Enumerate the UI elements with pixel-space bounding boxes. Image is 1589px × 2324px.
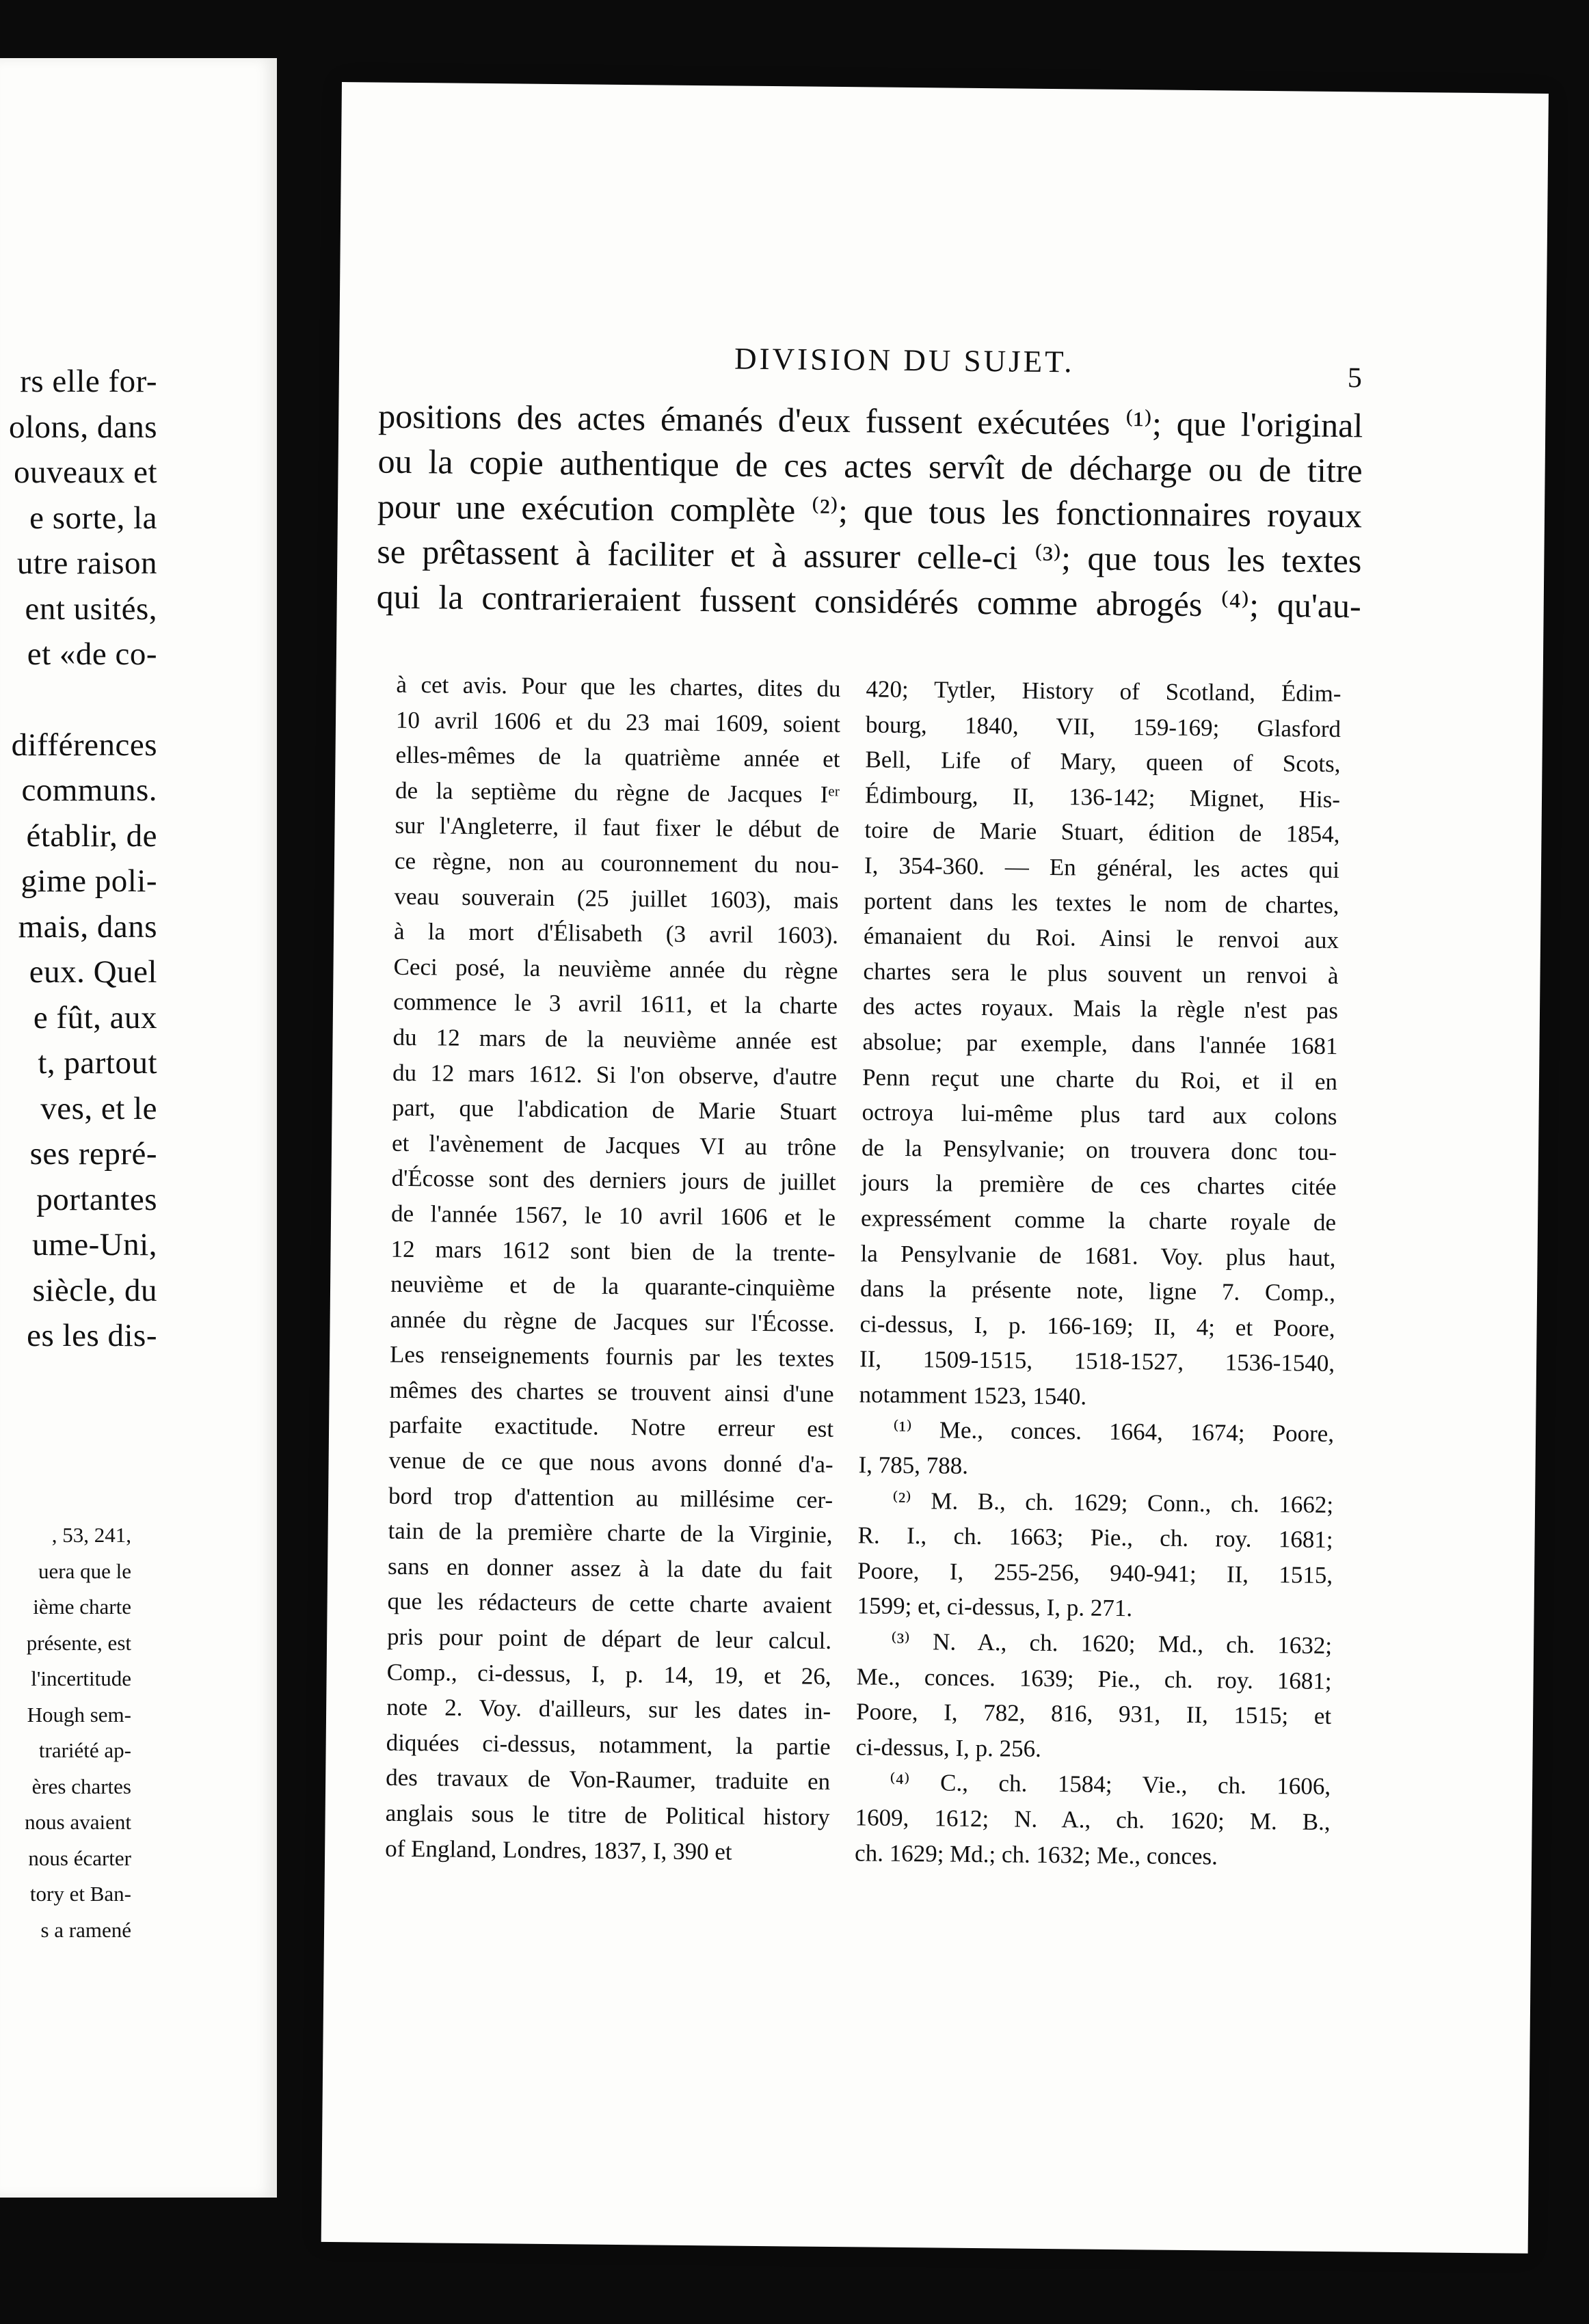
footnotes-left-column bbox=[385, 667, 841, 1870]
footnote-line: sans en donner assez à la date du fait bbox=[387, 1552, 833, 1584]
footnote-line: du 12 mars 1612. Si l'on observe, d'autre bbox=[392, 1059, 838, 1090]
footnote-line: notamment 1523, 1540. bbox=[859, 1381, 1087, 1410]
left-text-line: portantes bbox=[36, 1181, 157, 1217]
left-text-line: ume-Uni, bbox=[32, 1227, 157, 1262]
footnote-line: ci-dessus, I, p. 166-169; II, 4; et Poore, bbox=[859, 1310, 1335, 1342]
footnote-line: sur l'Angleterre, il faut fixer le début de bbox=[395, 812, 840, 843]
left-page-body-text bbox=[0, 359, 157, 1359]
footnote-line: elles-mêmes de la quatrième année et bbox=[395, 741, 840, 773]
footnote-line: R. I., ch. 1663; Pie., ch. roy. 1681; bbox=[857, 1522, 1333, 1554]
footnote-line: du 12 mars de la neuvième année est bbox=[392, 1023, 838, 1055]
running-head: DIVISION DU SUJET. bbox=[734, 341, 1075, 379]
footnote-line: chartes sera le plus souvent un renvoi à bbox=[863, 958, 1339, 989]
footnote-line: des travaux de Von-Raumer, traduite en bbox=[386, 1764, 831, 1796]
footnote-line: ⁽²⁾ M. B., ch. 1629; Conn., ch. 1662; bbox=[892, 1487, 1334, 1518]
footnote-line: jours la première de ces chartes citée bbox=[861, 1169, 1337, 1201]
footnote-line: Édimbourg, II, 136-142; Mignet, His- bbox=[864, 781, 1341, 813]
footnote-line: ch. 1629; Md.; ch. 1632; Me., conces. bbox=[854, 1839, 1218, 1870]
footnote-line: Me., conces. 1639; Pie., ch. roy. 1681; bbox=[856, 1662, 1332, 1694]
footnote-line: bord trop d'attention au millésime cer- bbox=[388, 1482, 833, 1513]
footnote-line: 420; Tytler, History of Scotland, Édim- bbox=[866, 675, 1341, 707]
footnote-line: d'Écosse sont des derniers jours de juillet bbox=[391, 1165, 836, 1196]
body-text-line: pour une exécution complète ⁽²⁾; que tous les fonctionnaires royaux bbox=[377, 487, 1363, 535]
left-text-line: siècle, du bbox=[32, 1272, 157, 1308]
footnote-line: Penn reçut une charte du Roi, et il en bbox=[862, 1063, 1338, 1095]
footnote-line: mêmes des chartes se trouvent ainsi d'une bbox=[389, 1376, 834, 1407]
left-text-line: ent usités, bbox=[25, 591, 157, 627]
footnote-line: portent dans les textes le nom de chartes, bbox=[864, 887, 1339, 919]
footnote-line: Ceci posé, la neuvième année du règne bbox=[393, 953, 838, 984]
footnote-line: des actes royaux. Mais la règle n'est pas bbox=[862, 992, 1339, 1025]
footnote-line: à la mort d'Élisabeth (3 avril 1603). bbox=[393, 917, 839, 949]
left-text-line: et «de co- bbox=[27, 636, 157, 672]
left-note-line: , 53, 241, bbox=[51, 1523, 131, 1547]
footnote-line: diquées ci-dessus, notamment, la partie bbox=[386, 1729, 831, 1760]
left-text-line: e fût, aux bbox=[33, 999, 157, 1036]
left-text-line: e sorte, la bbox=[29, 500, 157, 536]
footnote-line: Bell, Life of Mary, queen of Scots, bbox=[865, 746, 1341, 778]
left-text-line: t, partout bbox=[38, 1045, 157, 1081]
footnote-line: neuvième et de la quarante-cinquième bbox=[390, 1270, 836, 1302]
footnote-line: la Pensylvanie de 1681. Voy. plus haut, bbox=[860, 1239, 1336, 1271]
left-note-line: ères chartes bbox=[31, 1774, 131, 1798]
footnote-line: 12 mars 1612 sont bien de la trente- bbox=[390, 1235, 836, 1267]
left-note-line: s a ramené bbox=[40, 1917, 131, 1942]
left-text-line: utre raison bbox=[16, 545, 157, 581]
footnote-line: absolue; par exemple, dans l'année 1681 bbox=[862, 1028, 1338, 1059]
footnote-line: expressément comme la charte royale de bbox=[860, 1204, 1337, 1236]
left-note-line: Hough sem- bbox=[27, 1702, 131, 1727]
footnote-line: I, 785, 788. bbox=[858, 1451, 969, 1479]
footnote-line: octroya lui-même plus tard aux colons bbox=[862, 1098, 1337, 1131]
left-note-line: uera que le bbox=[38, 1558, 131, 1583]
left-text-line: rs elle for- bbox=[20, 364, 157, 399]
left-page-fragment bbox=[0, 58, 277, 2198]
main-body-text bbox=[376, 394, 1363, 629]
footnote-line: ⁽⁴⁾ C., ch. 1584; Vie., ch. 1606, bbox=[889, 1769, 1331, 1800]
footnote-line: à cet avis. Pour que les chartes, dites du bbox=[396, 671, 841, 703]
left-note-line: tory et Ban- bbox=[29, 1882, 131, 1906]
footnote-line: année du règne de Jacques sur l'Écosse. bbox=[390, 1306, 835, 1337]
left-note-line: l'incertitude bbox=[31, 1666, 131, 1690]
left-text-line: olons, dans bbox=[9, 409, 157, 445]
body-text-line: ou la copie authentique de ces actes servît de décharge ou de titre bbox=[377, 442, 1363, 490]
footnote-line: que les rédacteurs de cette charte avaient bbox=[387, 1588, 832, 1619]
footnote-line: de la septième du règne de Jacques Iᵉʳ bbox=[395, 776, 840, 808]
footnote-line: ⁽¹⁾ Me., conces. 1664, 1674; Poore, bbox=[892, 1416, 1335, 1448]
left-page-footnotes bbox=[0, 1517, 131, 1948]
footnote-line: note 2. Voy. d'ailleurs, sur les dates in- bbox=[386, 1693, 831, 1725]
body-text-line: positions des actes émanés d'eux fussent exécutées ⁽¹⁾; que l'original bbox=[378, 396, 1363, 445]
footnote-line: Poore, I, 255-256, 940-941; II, 1515, bbox=[857, 1557, 1333, 1589]
footnote-line: Comp., ci-dessus, I, p. 14, 19, et 26, bbox=[386, 1658, 831, 1690]
left-text-line: eux. Quel bbox=[29, 954, 157, 990]
paragraph-gap bbox=[0, 677, 157, 722]
left-note-line: trariété ap- bbox=[38, 1738, 131, 1762]
left-text-line: ouveaux et bbox=[14, 455, 157, 490]
footnote-line: de l'année 1567, le 10 avril 1606 et le bbox=[390, 1200, 836, 1231]
left-note-line: nous écarter bbox=[28, 1846, 131, 1870]
left-note-line: présente, est bbox=[26, 1630, 131, 1655]
footnote-line: de la Pensylvanie; on trouvera donc tou- bbox=[861, 1134, 1337, 1165]
footnote-line: ce règne, non au couronnement du nou- bbox=[394, 847, 840, 878]
left-note-line: ième charte bbox=[33, 1595, 131, 1619]
left-text-line: ses repré- bbox=[29, 1136, 157, 1172]
footnote-line: et l'avènement de Jacques VI au trône bbox=[391, 1129, 837, 1161]
footnote-line: bourg, 1840, VII, 159-169; Glasford bbox=[865, 710, 1341, 742]
footnote-line: 1599; et, ci-dessus, I, p. 271. bbox=[857, 1592, 1133, 1622]
footnote-line: pris pour point de départ de leur calcul. bbox=[386, 1623, 832, 1655]
footnote-line: I, 354-360. — En général, les actes qui bbox=[864, 852, 1340, 884]
page-number: 5 bbox=[1347, 362, 1363, 394]
footnote-line: veau souverain (25 juillet 1603), mais bbox=[394, 882, 839, 914]
body-text-line: se prêtassent à faciliter et à assurer celle-ci ⁽³⁾; que tous les textes bbox=[377, 532, 1362, 580]
left-text-line: es les dis- bbox=[27, 1318, 157, 1353]
right-page bbox=[321, 82, 1549, 2254]
footnote-line: of England, Londres, 1837, I, 390 et bbox=[385, 1835, 732, 1865]
footnote-line: émanaient du Roi. Ainsi le renvoi aux bbox=[863, 922, 1339, 954]
footnote-line: anglais sous le titre de Political history bbox=[385, 1799, 830, 1830]
footnote-line: Les renseignements fournis par les textes bbox=[389, 1341, 835, 1373]
footnote-line: dans la présente note, ligne 7. Comp., bbox=[859, 1275, 1336, 1307]
footnote-line: toire de Marie Stuart, édition de 1854, bbox=[864, 816, 1340, 848]
left-text-line: établir, de bbox=[26, 818, 157, 854]
left-text-line: gime poli- bbox=[21, 863, 157, 899]
footnote-line: ⁽³⁾ N. A., ch. 1620; Md., ch. 1632; bbox=[890, 1627, 1333, 1660]
footnote-line: commence le 3 avril 1611, et la charte bbox=[392, 988, 838, 1020]
left-note-line: nous avaient bbox=[25, 1810, 131, 1834]
footnote-line: parfaite exactitude. Notre erreur est bbox=[388, 1411, 834, 1443]
left-text-line: mais, dans bbox=[18, 908, 157, 945]
footnote-line: Poore, I, 782, 816, 931, II, 1515; et bbox=[855, 1698, 1332, 1730]
footnote-line: venue de ce que nous avons donné d'a- bbox=[388, 1446, 833, 1478]
left-text-line: différences bbox=[11, 727, 157, 763]
footnote-line: ci-dessus, I, p. 256. bbox=[855, 1733, 1042, 1762]
footnote-line: II, 1509-1515, 1518-1527, 1536-1540, bbox=[859, 1345, 1335, 1377]
footnotes-right-column bbox=[855, 671, 1341, 1875]
footnote-line: tain de la première charte de la Virginie, bbox=[388, 1517, 833, 1549]
footnote-line: 10 avril 1606 et du 23 mai 1609, soient bbox=[395, 706, 841, 738]
left-text-line: communs. bbox=[21, 772, 157, 808]
footnote-line: 1609, 1612; N. A., ch. 1620; M. B., bbox=[855, 1804, 1331, 1835]
footnote-line: part, que l'abdication de Marie Stuart bbox=[392, 1094, 837, 1126]
left-text-line: ves, et le bbox=[40, 1090, 157, 1126]
body-text-line: qui la contrarieraient fussent considérés comme abrogés ⁽⁴⁾; qu'au- bbox=[376, 577, 1361, 625]
